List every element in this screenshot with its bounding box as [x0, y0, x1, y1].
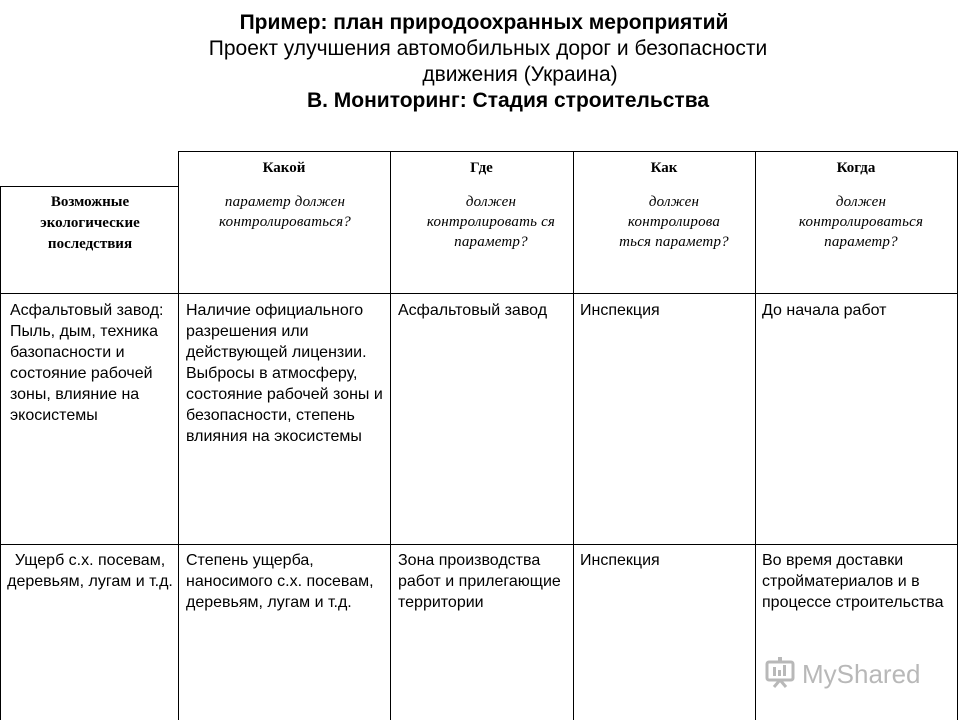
header-where-subtitle: должен контролировать ся параметр?	[426, 194, 556, 250]
column-divider-2	[390, 151, 391, 720]
myshared-watermark	[764, 656, 921, 693]
row2-when: Во время доставки стройматериалов и в процессе строительства	[762, 552, 944, 611]
row-divider	[0, 544, 958, 545]
column-divider-1	[178, 151, 179, 720]
column-divider-4	[755, 151, 756, 720]
header-impacts: Возможные экологические последствия	[40, 194, 140, 252]
watermark-text: MyShared	[802, 659, 921, 689]
slide-subtitle-line-1: Проект улучшения автомобильных дорог и безопасности	[208, 37, 768, 60]
slide-subtitle-line-2: движения (Украина)	[422, 63, 618, 86]
header-how-title: Как	[650, 160, 678, 176]
header-what-subtitle: параметр должен контролироваться?	[219, 194, 351, 230]
slide-title-block	[0, 10, 960, 114]
header-when-title: Когда	[836, 160, 876, 176]
row2-where: Зона производства работ и прилегающие территории	[398, 552, 561, 611]
header-what-title: Какой	[262, 160, 306, 176]
row2-how: Инспекция	[580, 552, 660, 569]
slide-title: Пример: план природоохранных мероприятий	[239, 11, 729, 34]
table-border-right	[957, 151, 958, 720]
table-border-left	[0, 186, 1, 720]
header-where-title: Где	[470, 160, 493, 176]
column-divider-3	[573, 151, 574, 720]
section-heading: В. Мониторинг: Стадия строительства	[306, 89, 710, 112]
row2-what: Степень ущерба, наносимого с.х. посевам, деревьям, лугам и т.д.	[186, 552, 374, 611]
header-bottom-border	[0, 293, 958, 294]
row1-where: Асфальтовый завод	[398, 302, 548, 319]
row1-impact: Асфальтовый завод: Пыль, дым, техника базопасности и состояние рабочей зоны, влияние на экосистемы	[10, 302, 164, 424]
header-how-subtitle: должен контролирова ться параметр?	[619, 194, 729, 250]
row2-impact: Ущерб с.х. посевам, деревьям, лугам и т.д.	[7, 552, 173, 590]
header-when-subtitle: должен контролироваться параметр?	[798, 194, 924, 250]
presentation-board-icon	[764, 656, 798, 693]
row1-when: До начала работ	[762, 302, 887, 319]
left-header-top-border	[0, 186, 178, 187]
row1-how: Инспекция	[580, 302, 660, 319]
table-border-top	[178, 151, 958, 152]
row1-what: Наличие официального разрешения или действующей лицензии. Выбросы в атмосферу, состояние рабочей зоны и безопасности, степень влияния на экосистемы	[186, 302, 383, 445]
